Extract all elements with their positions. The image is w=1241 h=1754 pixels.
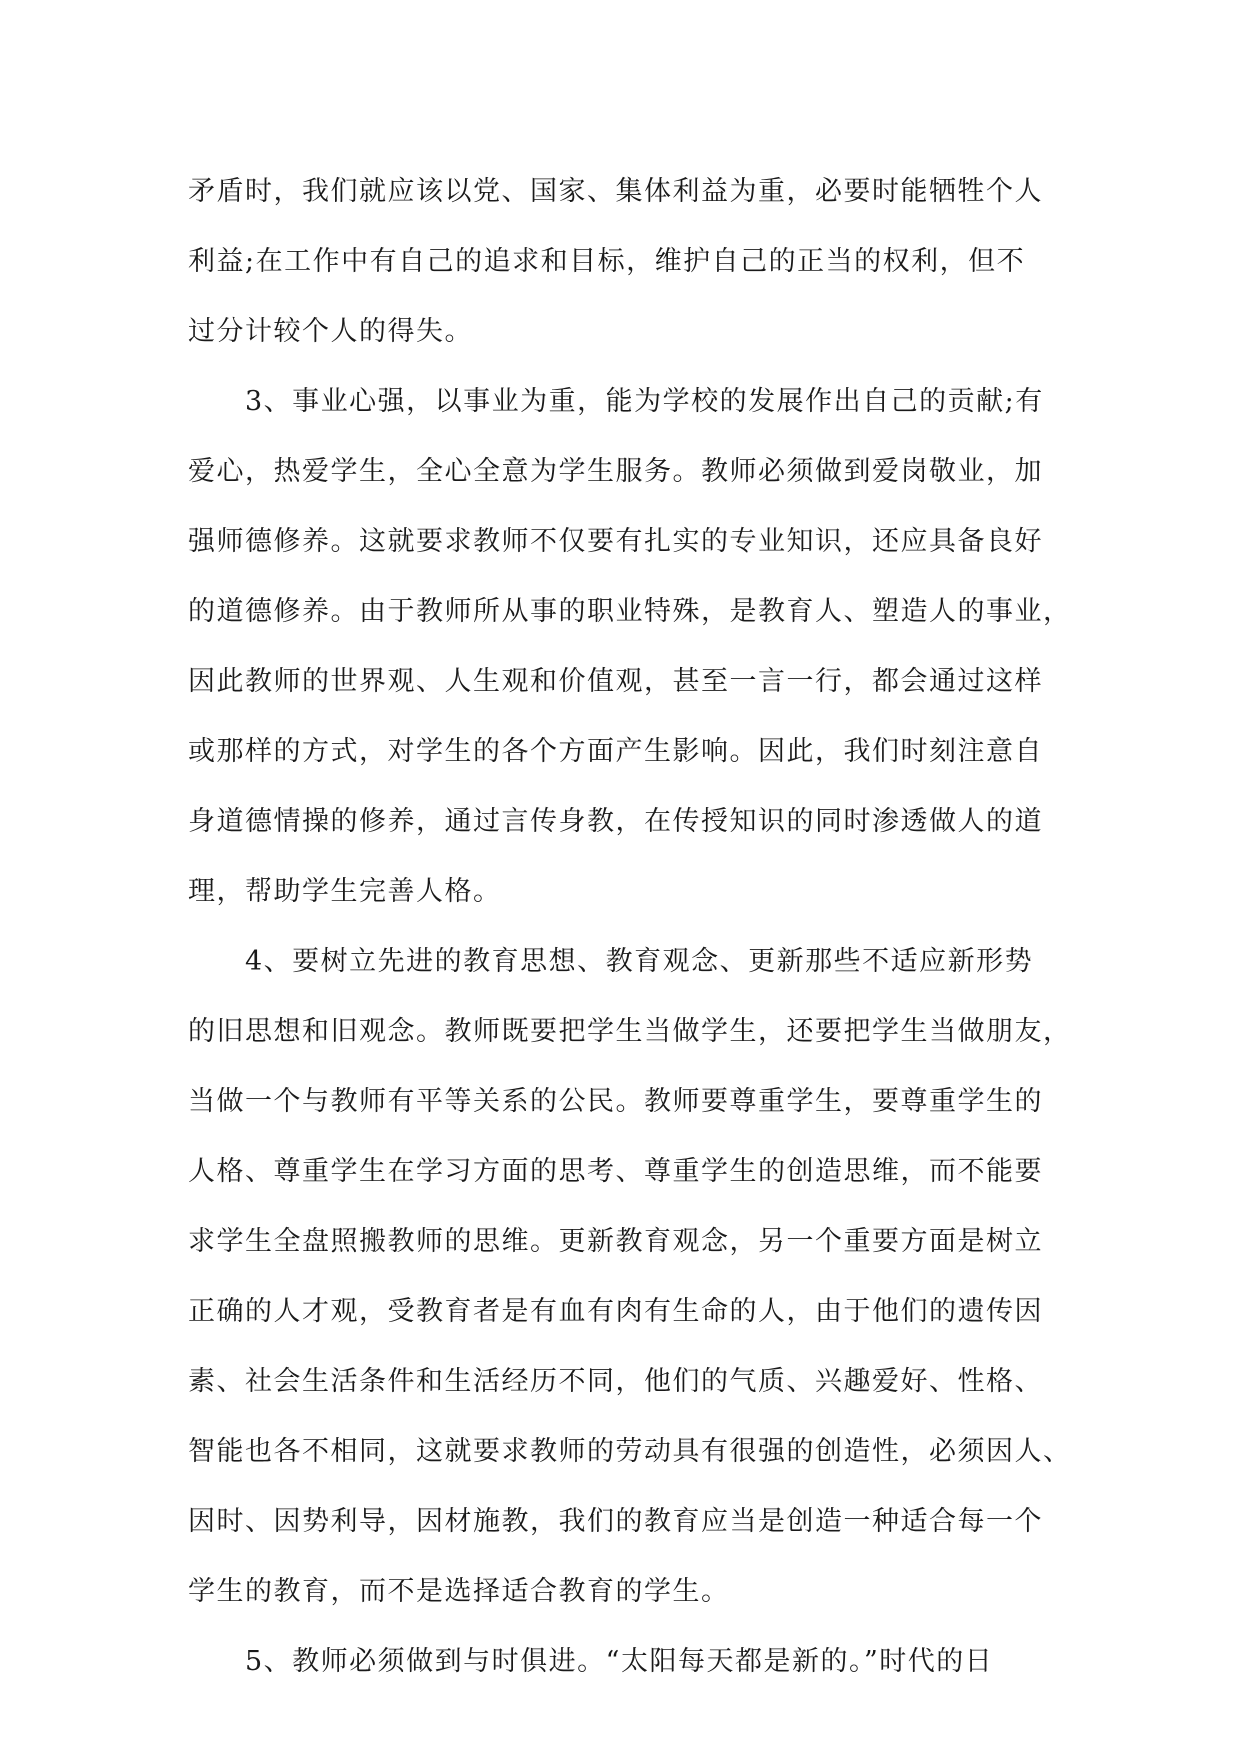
text-line: 矛盾时，我们就应该以党、国家、集体利益为重，必要时能牺牲个人 [188, 176, 1043, 207]
text-line: 利益;在工作中有自己的追求和目标，维护自己的正当的权利，但不 [188, 246, 1026, 277]
text-line: 爱心，热爱学生，全心全意为学生服务。教师必须做到爱岗敬业，加 [188, 456, 1043, 487]
text-line: 智能也各不相同，这就要求教师的劳动具有很强的创造性，必须因人、 [188, 1436, 1072, 1467]
text-line: 3、事业心强，以事业为重，能为学校的发展作出自己的贡献;有 [188, 386, 1044, 417]
text-line: 4、要树立先进的教育思想、教育观念、更新那些不适应新形势 [188, 946, 1034, 977]
text-line: 因此教师的世界观、人生观和价值观，甚至一言一行，都会通过这样 [188, 666, 1043, 697]
text-line: 过分计较个人的得失。 [188, 316, 473, 347]
body-text [188, 157, 1072, 1697]
text-line: 求学生全盘照搬教师的思维。更新教育观念，另一个重要方面是树立 [188, 1226, 1043, 1257]
text-line: 的道德修养。由于教师所从事的职业特殊，是教育人、塑造人的事业， [188, 596, 1072, 627]
text-line: 素、社会生活条件和生活经历不同，他们的气质、兴趣爱好、性格、 [188, 1366, 1043, 1397]
text-line: 身道德情操的修养，通过言传身教，在传授知识的同时渗透做人的道 [188, 806, 1043, 837]
text-line: 或那样的方式，对学生的各个方面产生影响。因此，我们时刻注意自 [188, 736, 1043, 767]
text-line: 5、教师必须做到与时俱进。“太阳每天都是新的。”时代的日 [188, 1646, 994, 1677]
text-line: 学生的教育，而不是选择适合教育的学生。 [188, 1576, 730, 1607]
text-line: 强师德修养。这就要求教师不仅要有扎实的专业知识，还应具备良好 [188, 526, 1043, 557]
text-line: 理，帮助学生完善人格。 [188, 876, 502, 907]
text-line: 的旧思想和旧观念。教师既要把学生当做学生，还要把学生当做朋友， [188, 1016, 1072, 1047]
text-line: 因时、因势利导，因材施教，我们的教育应当是创造一种适合每一个 [188, 1506, 1043, 1537]
text-line: 当做一个与教师有平等关系的公民。教师要尊重学生，要尊重学生的 [188, 1086, 1043, 1117]
text-line: 正确的人才观，受教育者是有血有肉有生命的人，由于他们的遗传因 [188, 1296, 1043, 1327]
text-line: 人格、尊重学生在学习方面的思考、尊重学生的创造思维，而不能要 [188, 1156, 1043, 1187]
